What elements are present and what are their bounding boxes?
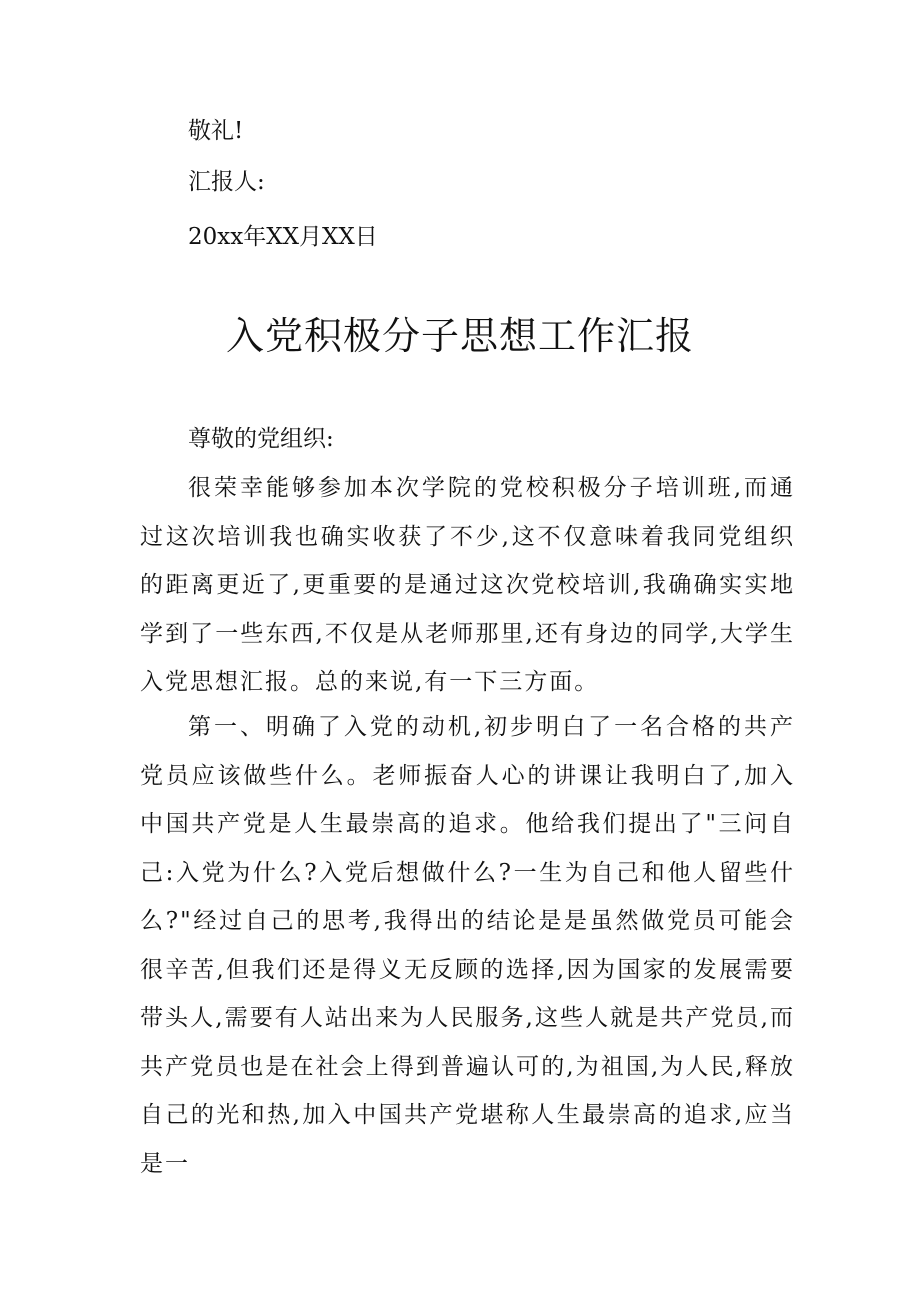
body-paragraph: 第一、明确了入党的动机,初步明白了一名合格的共产党员应该做些什么。老师振奋人心的讲课让我明白了,加入中国共产党是人生最崇高的追求。他给我们提出了"三问自己:入党为什么?入党后想做什么?一生为自己和他人留些什么?"经过自己的思考,我得出的结论是是虽然做党员可能会很辛苦,但我们还是得义无反顾的选择,因为国家的发展需要带头人,需要有人站出来为人民服务,这些人就是共产党员,而共产党员也是在社会上得到普遍认可的,为祖国,为人民,释放自己的光和热,加入中国共产党堪称人生最崇高的追求,应当是一 [140, 714, 795, 1177]
salutation: 尊敬的党组织: [188, 426, 334, 452]
body-paragraph: 很荣幸能够参加本次学院的党校积极分子培训班,而通过这次培训我也确实收获了不少,这不仅意味着我同党组织的距离更近了,更重要的是通过这次党校培训,我确确实实地学到了一些东西,不仅是从老师那里,还有身边的同学,大学生入党思想汇报。总的来说,有一下三方面。 [140, 475, 795, 695]
reporter-label: 汇报人: [188, 169, 265, 195]
document-title: 入党积极分子思想工作汇报 [225, 314, 694, 358]
report-date: 20xx年XX月XX日 [188, 224, 378, 250]
closing-salute: 敬礼! [188, 118, 244, 144]
